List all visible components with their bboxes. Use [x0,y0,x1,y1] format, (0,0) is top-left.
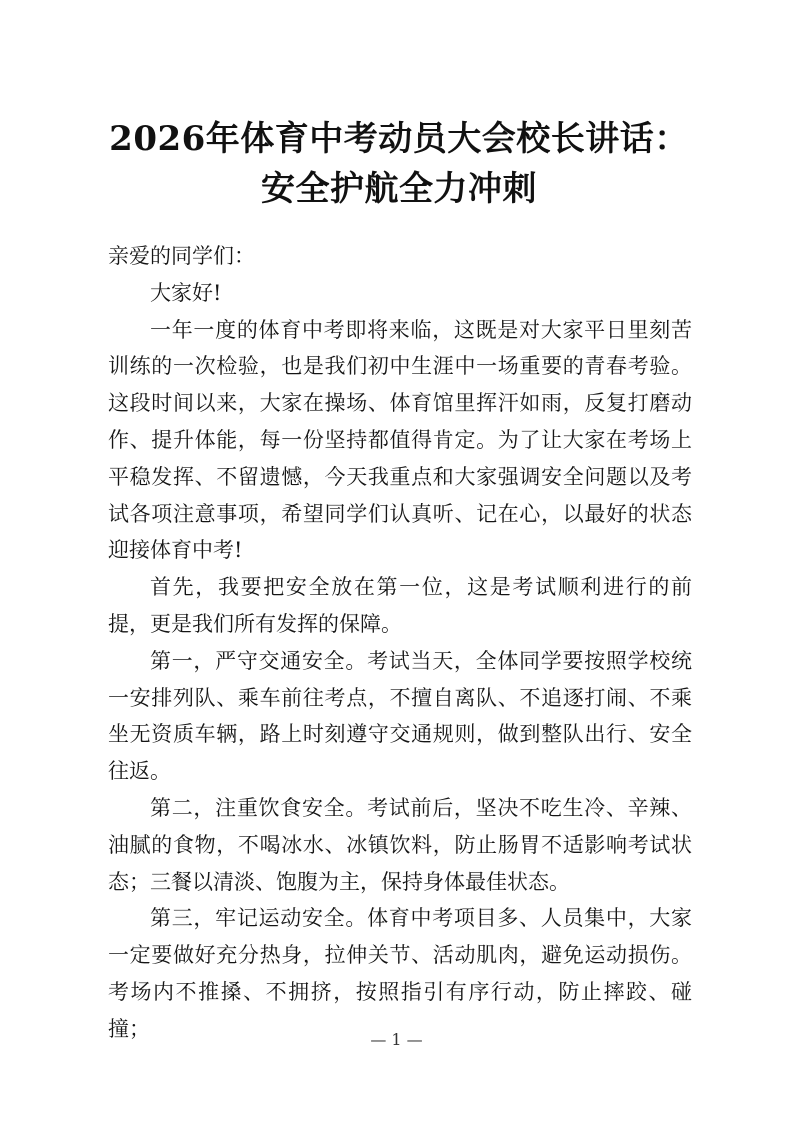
document-title: 2026年体育中考动员大会校长讲话：安全护航全力冲刺 [109,119,689,209]
document-body [108,238,692,1048]
page-number: — 1 — [370,1030,423,1049]
paragraph-traffic-safety: 第一，严守交通安全。考试当天，全体同学要按照学校统一安排列队、乘车前往考点，不擅自离队、不追逐打闹、不乘坐无资质车辆，路上时刻遵守交通规则，做到整队出行、安全往返。 [108,648,692,784]
paragraph-food-safety: 第二，注重饮食安全。考试前后，坚决不吃生冷、辛辣、油腻的食物，不喝冰水、冰镇饮料，防止肠胃不适影响考试状态；三餐以清淡、饱腹为主，保持身体最佳状态。 [108,795,692,894]
paragraph-greeting: 大家好! [150,280,222,305]
salutation: 亲爱的同学们： [108,244,255,268]
paragraph-exercise-safety: 第三，牢记运动安全。体育中考项目多、人员集中，大家一定要做好充分热身，拉伸关节、活动肌肉，避免运动损伤。考场内不推搡、不拥挤，按照指引有序行动，防止摔跤、碰撞； [108,906,692,1041]
paragraph-introduction: 一年一度的体育中考即将来临，这既是对大家平日里刻苦训练的一次检验，也是我们初中生涯中一场重要的青春考验。这段时间以来，大家在操场、体育馆里挥汗如雨，反复打磨动作、提升体能，每一份坚持都值得肯定。为了让大家在考场上平稳发挥、不留遗憾，今天我重点和大家强调安全问题以及考试各项注意事项，希望同学们认真听、记在心，以最好的状态迎接体育中考! [108,317,692,563]
paragraph-safety-priority: 首先，我要把安全放在第一位，这是考试顺利进行的前提，更是我们所有发挥的保障。 [108,575,692,636]
